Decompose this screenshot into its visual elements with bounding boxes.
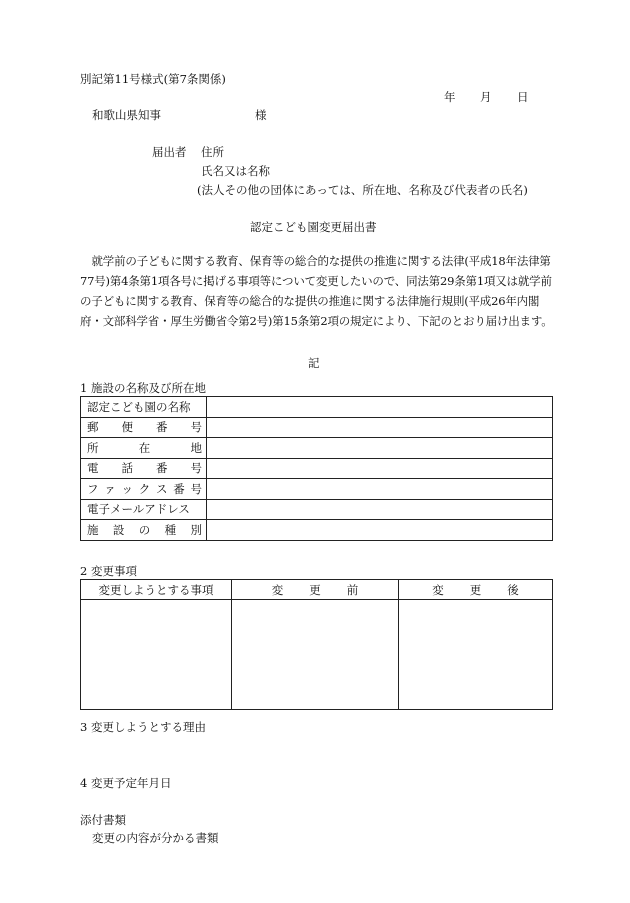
change-table [80,579,553,710]
ki-heading: 記 [308,356,320,370]
section2-title: 2 変更事項 [80,564,137,578]
notifier-note: (法人その他の団体にあっては、所在地、名称及び代表者の氏名) [197,183,528,197]
postal-code-cell[interactable] [207,417,553,438]
email-label: 電子メールアドレス [81,499,207,520]
address-label: 住所 [201,145,224,159]
before-cell[interactable] [232,600,399,710]
table-row [81,520,553,541]
change-item-header: 変更しようとする事項 [81,580,232,600]
section3-title: 3 変更しようとする理由 [80,720,206,734]
document-title: 認定こども園変更届出書 [250,220,377,234]
change-item-cell[interactable] [81,600,232,710]
section1-title: 1 施設の名称及び所在地 [80,381,206,395]
table-row [81,438,553,459]
date-day: 日 [517,90,529,104]
fax-cell[interactable] [207,479,553,500]
table-header-row [81,580,553,600]
after-cell[interactable] [399,600,553,710]
phone-cell[interactable] [207,458,553,479]
addressee: 和歌山県知事 [92,108,161,122]
facility-table [80,396,553,541]
date-month: 月 [480,90,492,104]
form-id: 別記第11号様式(第7条関係) [80,72,226,86]
table-row [81,600,553,710]
table-row [81,417,553,438]
postal-code-label: 郵 便 番 号 [81,417,207,438]
table-row [81,499,553,520]
table-row [81,479,553,500]
after-header: 変更後 [399,580,553,600]
attachment-item: 変更の内容が分かる書類 [92,831,219,845]
location-label: 所 在 地 [81,438,207,459]
fax-label: フ ァ ッ ク ス 番 号 [81,479,207,500]
honorific: 様 [255,108,267,122]
facility-type-label: 施 設 の 種 別 [81,520,207,541]
table-row [81,458,553,479]
section4-title: 4 変更予定年月日 [80,776,172,790]
table-row [81,397,553,418]
facility-name-label: 認定こども園の名称 [81,397,207,418]
facility-name-cell[interactable] [207,397,553,418]
attachments-label: 添付書類 [80,813,126,827]
body-paragraph: 就学前の子どもに関する教育、保育等の総合的な提供の推進に関する法律(平成18年法律第77号)第4条第1項各号に掲げる事項等について変更したいので、同法第29条第1項又は就学前の子どもに関する教育、保育等の総合的な提供の推進に関する法律施行規則(平成26年内閣府・文部科学省・厚生労働省令第2号)第15条第2項の規定により、下記のとおり届け出ます。 [80,254,553,328]
phone-label: 電 話 番 号 [81,458,207,479]
facility-type-cell[interactable] [207,520,553,541]
before-header: 変更前 [232,580,399,600]
name-label: 氏名又は名称 [201,164,270,178]
date-year: 年 [444,90,456,104]
location-cell[interactable] [207,438,553,459]
email-cell[interactable] [207,499,553,520]
notifier-label: 届出者 [152,145,187,159]
